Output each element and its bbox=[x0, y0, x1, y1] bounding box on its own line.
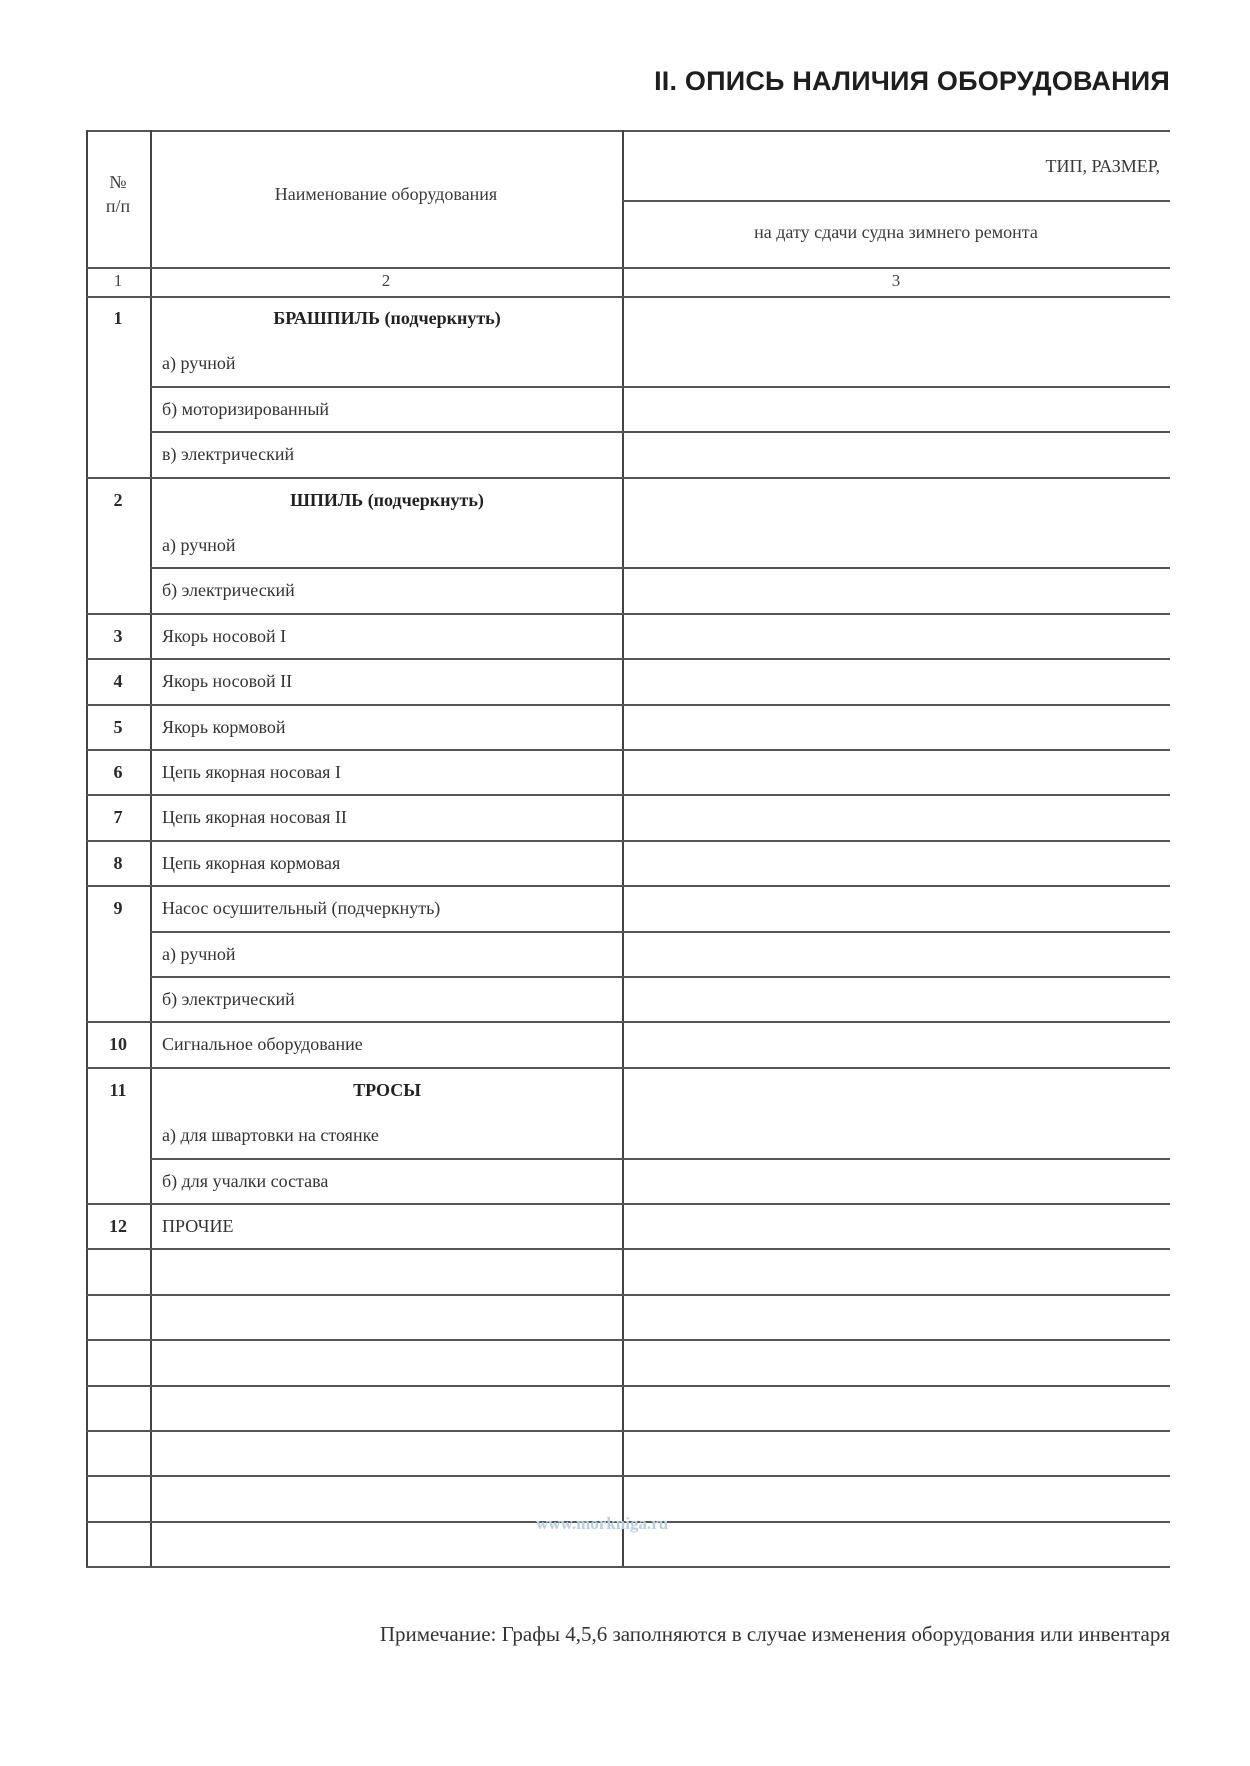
row-divider bbox=[150, 567, 1170, 569]
row-divider bbox=[150, 976, 1170, 978]
equipment-name: в) электрический bbox=[162, 444, 295, 465]
type-size-cell[interactable] bbox=[624, 661, 1168, 703]
type-size-cell[interactable] bbox=[624, 1524, 1168, 1566]
header-number-label: п/п bbox=[105, 196, 131, 216]
header-number-symbol: № bbox=[109, 172, 127, 192]
equipment-name: а) для швартовки на стоянке bbox=[162, 1125, 379, 1146]
type-size-cell[interactable] bbox=[624, 1115, 1168, 1157]
row-divider bbox=[86, 1566, 1170, 1568]
row-divider bbox=[86, 1475, 1170, 1477]
type-size-cell[interactable] bbox=[624, 480, 1168, 522]
type-size-cell[interactable] bbox=[624, 934, 1168, 976]
type-size-cell[interactable] bbox=[624, 888, 1168, 930]
footnote: Примечание: Графы 4,5,6 заполняются в случае изменения оборудования или инвентаря bbox=[379, 1622, 1170, 1646]
equipment-name: ПРОЧИЕ bbox=[162, 1216, 234, 1236]
column-number-2: 2 bbox=[381, 271, 391, 290]
header-date-winter-repair: на дату сдачи судна зимнего ремонта bbox=[754, 222, 1038, 242]
row-divider bbox=[86, 1339, 1170, 1341]
row-divider bbox=[86, 885, 1170, 887]
header-number bbox=[86, 170, 150, 218]
equipment-name: Цепь якорная носовая I bbox=[162, 762, 341, 782]
row-number: 9 bbox=[113, 898, 123, 919]
header-bottom-line bbox=[86, 267, 1170, 269]
type-size-cell[interactable] bbox=[624, 1161, 1168, 1203]
row-divider bbox=[86, 1203, 1170, 1205]
header-type-size: ТИП, РАЗМЕР, bbox=[1045, 156, 1160, 176]
type-size-cell[interactable] bbox=[624, 434, 1168, 476]
row-number: 11 bbox=[109, 1079, 127, 1100]
row-number: 8 bbox=[113, 852, 123, 873]
watermark: www.morkniga.ru bbox=[536, 1514, 669, 1533]
group-title: ШПИЛЬ (подчеркнуть) bbox=[290, 489, 484, 510]
row-divider bbox=[150, 386, 1170, 388]
header-col3-divider bbox=[622, 200, 1170, 202]
row-number: 7 bbox=[113, 807, 123, 828]
column-number-1: 1 bbox=[113, 271, 123, 290]
type-size-cell[interactable] bbox=[624, 1433, 1168, 1475]
type-size-cell[interactable] bbox=[624, 298, 1168, 340]
type-size-cell[interactable] bbox=[624, 752, 1168, 794]
equipment-name: Насос осушительный (подчеркнуть) bbox=[162, 898, 441, 919]
type-size-cell[interactable] bbox=[624, 1297, 1168, 1339]
row-number: 4 bbox=[113, 671, 123, 692]
row-divider bbox=[86, 1021, 1170, 1023]
type-size-cell[interactable] bbox=[624, 1070, 1168, 1112]
row-divider bbox=[86, 658, 1170, 660]
equipment-name: Цепь якорная кормовая bbox=[162, 852, 341, 873]
equipment-name: а) ручной bbox=[162, 943, 236, 964]
equipment-name: б) электрический bbox=[162, 580, 295, 601]
row-divider bbox=[86, 1294, 1170, 1296]
group-title: БРАШПИЛЬ (подчеркнуть) bbox=[273, 308, 501, 328]
row-number: 2 bbox=[113, 489, 123, 510]
header-equipment-name: Наименование оборудования bbox=[274, 184, 498, 204]
row-divider bbox=[86, 1067, 1170, 1069]
type-size-cell[interactable] bbox=[624, 616, 1168, 658]
row-divider bbox=[86, 1248, 1170, 1250]
equipment-name: а) ручной bbox=[162, 353, 236, 374]
equipment-name: Цепь якорная носовая II bbox=[162, 807, 347, 828]
equipment-inventory-table bbox=[86, 130, 1170, 1568]
page-title: II. ОПИСЬ НАЛИЧИЯ ОБОРУДОВАНИЯ bbox=[654, 66, 1170, 96]
row-divider bbox=[86, 749, 1170, 751]
row-divider bbox=[86, 1430, 1170, 1432]
table-top-border bbox=[86, 130, 1170, 132]
equipment-name: б) моторизированный bbox=[162, 398, 330, 419]
type-size-cell[interactable] bbox=[624, 1251, 1168, 1293]
type-size-cell[interactable] bbox=[624, 797, 1168, 839]
column-divider-1 bbox=[150, 130, 152, 1568]
equipment-name: Сигнальное оборудование bbox=[162, 1034, 363, 1055]
equipment-name: б) электрический bbox=[162, 989, 295, 1009]
type-size-cell[interactable] bbox=[624, 1024, 1168, 1066]
table-left-border bbox=[86, 130, 88, 1568]
type-size-cell[interactable] bbox=[624, 389, 1168, 431]
group-title: ТРОСЫ bbox=[353, 1079, 421, 1100]
equipment-name: Якорь носовой II bbox=[162, 671, 293, 692]
row-divider bbox=[150, 431, 1170, 433]
row-divider bbox=[86, 840, 1170, 842]
row-divider bbox=[86, 794, 1170, 796]
type-size-cell[interactable] bbox=[624, 979, 1168, 1021]
type-size-cell[interactable] bbox=[624, 525, 1168, 567]
row-number: 10 bbox=[109, 1034, 127, 1055]
equipment-name: Якорь кормовой bbox=[162, 716, 286, 737]
row-number: 6 bbox=[113, 762, 123, 782]
equipment-name: Якорь носовой I bbox=[162, 625, 287, 646]
row-number: 12 bbox=[109, 1216, 127, 1236]
type-size-cell[interactable] bbox=[624, 707, 1168, 749]
type-size-cell[interactable] bbox=[624, 343, 1168, 385]
row-number: 5 bbox=[113, 716, 123, 737]
column-number-3: 3 bbox=[891, 271, 901, 290]
row-divider bbox=[86, 613, 1170, 615]
row-number: 1 bbox=[113, 308, 123, 328]
type-size-cell[interactable] bbox=[624, 1206, 1168, 1248]
type-size-cell[interactable] bbox=[624, 1388, 1168, 1430]
type-size-cell[interactable] bbox=[624, 570, 1168, 612]
type-size-cell[interactable] bbox=[624, 843, 1168, 885]
equipment-name: а) ручной bbox=[162, 535, 236, 555]
equipment-name: б) для учалки состава bbox=[162, 1170, 329, 1191]
type-size-cell[interactable] bbox=[624, 1342, 1168, 1384]
type-size-cell[interactable] bbox=[624, 1478, 1168, 1520]
row-number: 3 bbox=[113, 625, 123, 646]
